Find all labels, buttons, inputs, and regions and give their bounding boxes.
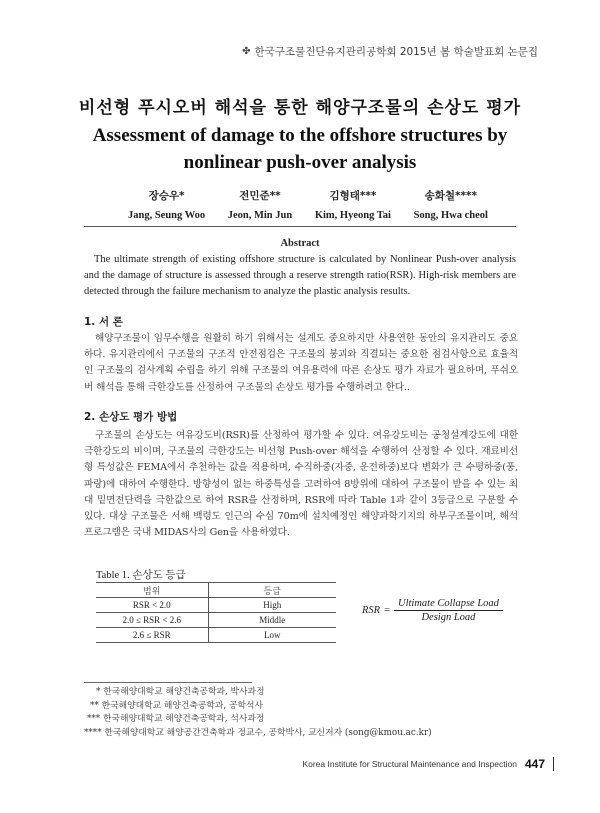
section-1-text: 해양구조물이 임무수행을 원활히 하기 위해서는 설계도 중요하지만 사용연한 동안의 유지관리도 중요하다. 유지관리에서 구조물의 구조적 안전점검은 구조물의 붕괴와 직결되는 중요한 점검사항으로 효율적인 구조물의 검사계획 수립을 하기 위해 구조물의 여유용력에 따른 손상도 평가 자료가 필요하며, 푸쉬오버 해석을 통해 극한강도를 산정하여 구조물의 손상도 평가를 수행하려고 한다.. — [84, 333, 518, 393]
footer-institute: Korea Institute for Structural Maintenance and Inspection — [302, 759, 517, 769]
author-4 — [414, 188, 488, 221]
rsr-formula — [362, 598, 503, 623]
author-name-english: Song, Hwa cheol — [413, 210, 488, 221]
footnote: **** 한국해양대학교 해양공간건축학과 정교수, 공학박사, 교신저자 (song@kmou.ac.kr) — [84, 727, 432, 738]
table-header-row — [96, 583, 336, 598]
table-row — [96, 628, 336, 643]
author-name-korean: 김형태*** — [329, 190, 377, 202]
author-name-korean: 송화철**** — [424, 190, 477, 202]
table-cell-range: 2.6 ≤ RSR — [96, 628, 208, 643]
footer-divider — [553, 757, 554, 771]
formula-lhs: RSR — [362, 605, 381, 616]
table-cell-grade: High — [208, 598, 336, 613]
abstract-heading: Abstract — [280, 238, 320, 249]
section-2-title: 2. 손상도 평가 방법 — [84, 411, 178, 423]
table-1 — [96, 582, 336, 643]
title-english — [0, 122, 600, 176]
formula-numerator: Ultimate Collapse Load — [394, 598, 503, 611]
table-1-caption: Table 1. 손상도 등급 — [96, 570, 186, 581]
page-footer — [302, 757, 554, 771]
author-1 — [128, 188, 205, 221]
table-cell-grade: Middle — [208, 613, 336, 628]
journal-mark-icon: ✤ — [242, 46, 251, 57]
table-cell-range: 2.0 ≤ RSR < 2.6 — [96, 613, 208, 628]
author-list — [128, 188, 488, 221]
footnote: *** 한국해양대학교 해양건축공학과, 석사과정 — [87, 714, 265, 725]
formula-denominator: Design Load — [421, 612, 476, 623]
author-3 — [315, 188, 391, 221]
author-name-korean: 전민준** — [239, 190, 281, 202]
author-2 — [228, 188, 292, 221]
table-cell-grade: Low — [208, 628, 336, 643]
author-name-english: Jang, Seung Woo — [128, 210, 206, 221]
table-row — [96, 613, 336, 628]
table-row — [96, 598, 336, 613]
table-cell-range: RSR < 2.0 — [96, 598, 208, 613]
title-korean: 비선형 푸시오버 해석을 통한 해양구조물의 손상도 평가 — [78, 98, 522, 118]
formula-fraction — [394, 598, 503, 623]
footnote: ** 한국해양대학교 해양건축공학과, 공학석사 — [90, 700, 263, 711]
formula-equals: = — [384, 605, 390, 616]
footnotes — [84, 686, 524, 740]
journal-header — [242, 44, 538, 59]
section-2-text: 구조물의 손상도는 여유강도비(RSR)를 산정하여 평가할 수 있다. 여유강도비는 공청설계강도에 대한 극한강도의 비이며, 구조물의 극한강도는 비선형 Push-over 해석을 수행하여 산정할 수 있다. 재료비선형 특성값은 FEMA에서 추천하는 값을 적용하며, 수직하중(자중, 운전하중)보다 변화가 큰 수평하중(풍, 파랑)에 대하여 수행한다. 방향성이 없는 하중특성을 고려하여 8방위에 대하여 구조물이 받을 수 있는 최대 밑면전단력을 극한값으로 하여 RSR을 산정하며, RSR에 따라 Table 1과 같이 3등급으로 구분할 수 있다. 대상 구조물은 서해 백령도 인근의 수심 70m에 설치예정인 해양과학기지의 하부구조물이며, 해석 프로그램은 국내 MIDAS사의 Gen을 사용하였다. — [84, 430, 518, 539]
journal-name: 한국구조물진단유지관리공학회 2015년 봄 학술발표회 논문집 — [254, 46, 538, 58]
author-name-english: Jeon, Min Jun — [227, 210, 293, 221]
author-name-english: Kim, Hyeong Tai — [314, 210, 391, 221]
title-english-line-1: Assessment of damage to the offshore structures by — [92, 125, 508, 146]
table-header-cell: 범위 — [96, 583, 208, 598]
footnote: * 한국해양대학교 해양건축공학과, 박사과정 — [96, 687, 265, 697]
section-1-title: 1. 서 론 — [84, 316, 123, 328]
page-number: 447 — [524, 757, 545, 771]
abstract-text: The ultimate strength of existing offshore structure is calculated by Nonlinear Push-over analysis and the damage of structure is assessed through a reserve strength ratio(RSR). High-risk members are detected through the failure mechanism to analyze the plastic analysis results. — [84, 254, 516, 297]
footnote-divider — [84, 682, 252, 683]
title-english-line-2: nonlinear push-over analysis — [183, 152, 417, 173]
divider — [84, 226, 516, 227]
author-name-korean: 장승우* — [148, 190, 185, 202]
table-header-cell: 등급 — [208, 583, 336, 598]
